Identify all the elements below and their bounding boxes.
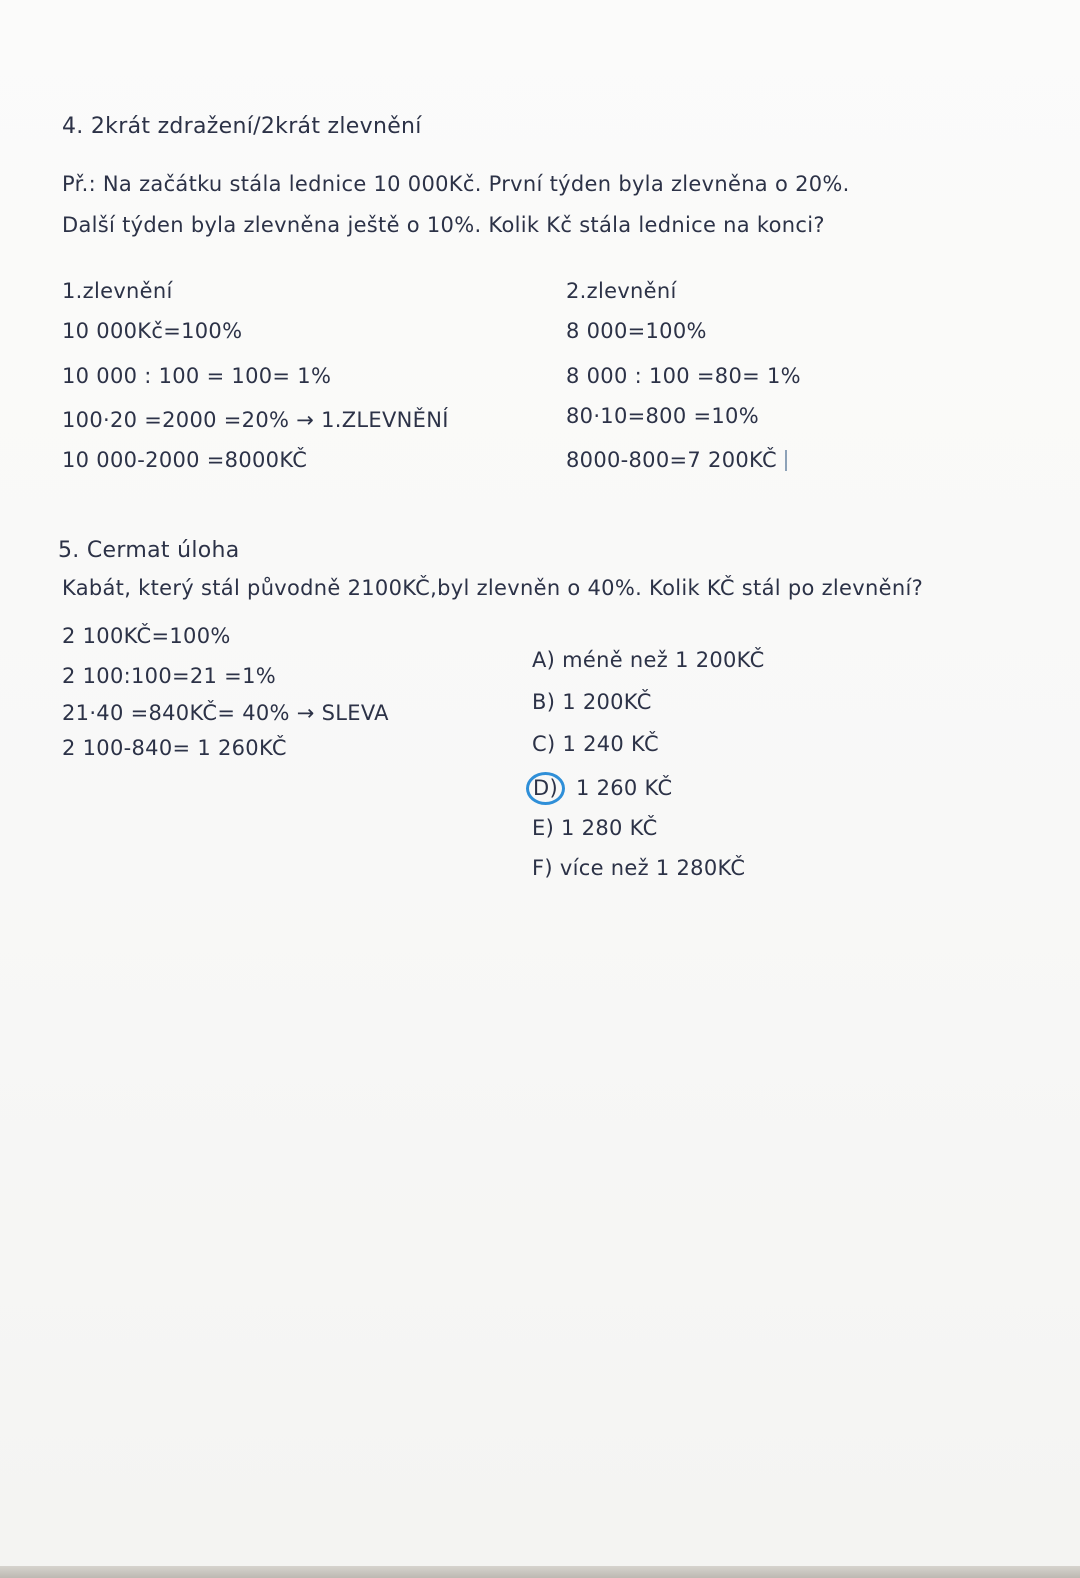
option-b-text: 1 200KČ xyxy=(562,690,652,714)
option-e xyxy=(532,818,658,839)
first-discount-line2: 10 000 : 100 = 100= 1% xyxy=(62,364,332,388)
option-f xyxy=(532,858,745,879)
second-discount-result: 8000-800=7 200KČ xyxy=(566,450,787,471)
first-discount-line4: 10 000-2000 =8000KČ xyxy=(62,448,308,472)
section5-problem: Kabát, který stál původně 2100KČ,byl zlevněn o 40%. Kolik KČ stál po zlevnění? xyxy=(62,576,924,600)
coat-calc-line1: 2 100KČ=100% xyxy=(62,624,231,648)
coat-calc-line4: 2 100-840= 1 260KČ xyxy=(62,736,287,760)
option-b-letter: B) xyxy=(532,690,556,714)
option-d-text: 1 260 KČ xyxy=(575,776,673,800)
option-e-text: 1 280 KČ xyxy=(561,816,658,840)
option-a-text: méně než 1 200KČ xyxy=(562,648,765,672)
second-discount-line3: 80·10=800 =10% xyxy=(566,404,759,428)
option-a-letter: A) xyxy=(532,648,556,672)
option-c-letter: C) xyxy=(532,732,556,756)
option-b xyxy=(532,692,652,713)
coat-calc-line2: 2 100:100=21 =1% xyxy=(62,664,276,688)
section4-problem-line2: Další týden byla zlevněna ještě o 10%. Kolik Kč stála lednice na konci? xyxy=(62,213,825,237)
second-discount-title: 2.zlevnění xyxy=(566,279,677,303)
page-bottom-edge xyxy=(0,1566,1080,1578)
option-f-letter: F) xyxy=(532,856,553,880)
option-c xyxy=(532,734,659,755)
option-c-text: 1 240 KČ xyxy=(562,732,659,756)
section4-heading: 4. 2krát zdražení/2krát zlevnění xyxy=(62,114,422,139)
first-discount-line3: 100·20 =2000 =20% → 1.ZLEVNĚNÍ xyxy=(62,408,449,432)
coat-calc-line3: 21·40 =840KČ= 40% → SLEVA xyxy=(62,701,389,725)
option-d xyxy=(532,772,672,805)
first-discount-line1: 10 000Kč=100% xyxy=(62,319,243,343)
option-f-text: více než 1 280KČ xyxy=(559,856,746,880)
second-discount-line2: 8 000 : 100 =80= 1% xyxy=(566,364,801,388)
option-a xyxy=(532,650,765,671)
first-discount-title: 1.zlevnění xyxy=(62,279,173,303)
section4-problem-line1: Př.: Na začátku stála lednice 10 000Kč. První týden byla zlevněna o 20%. xyxy=(62,172,850,196)
section5-heading: 5. Cermat úloha xyxy=(58,538,240,563)
option-d-circled-letter: D) xyxy=(526,772,565,805)
second-discount-line1: 8 000=100% xyxy=(566,319,707,343)
option-e-letter: E) xyxy=(532,816,555,840)
